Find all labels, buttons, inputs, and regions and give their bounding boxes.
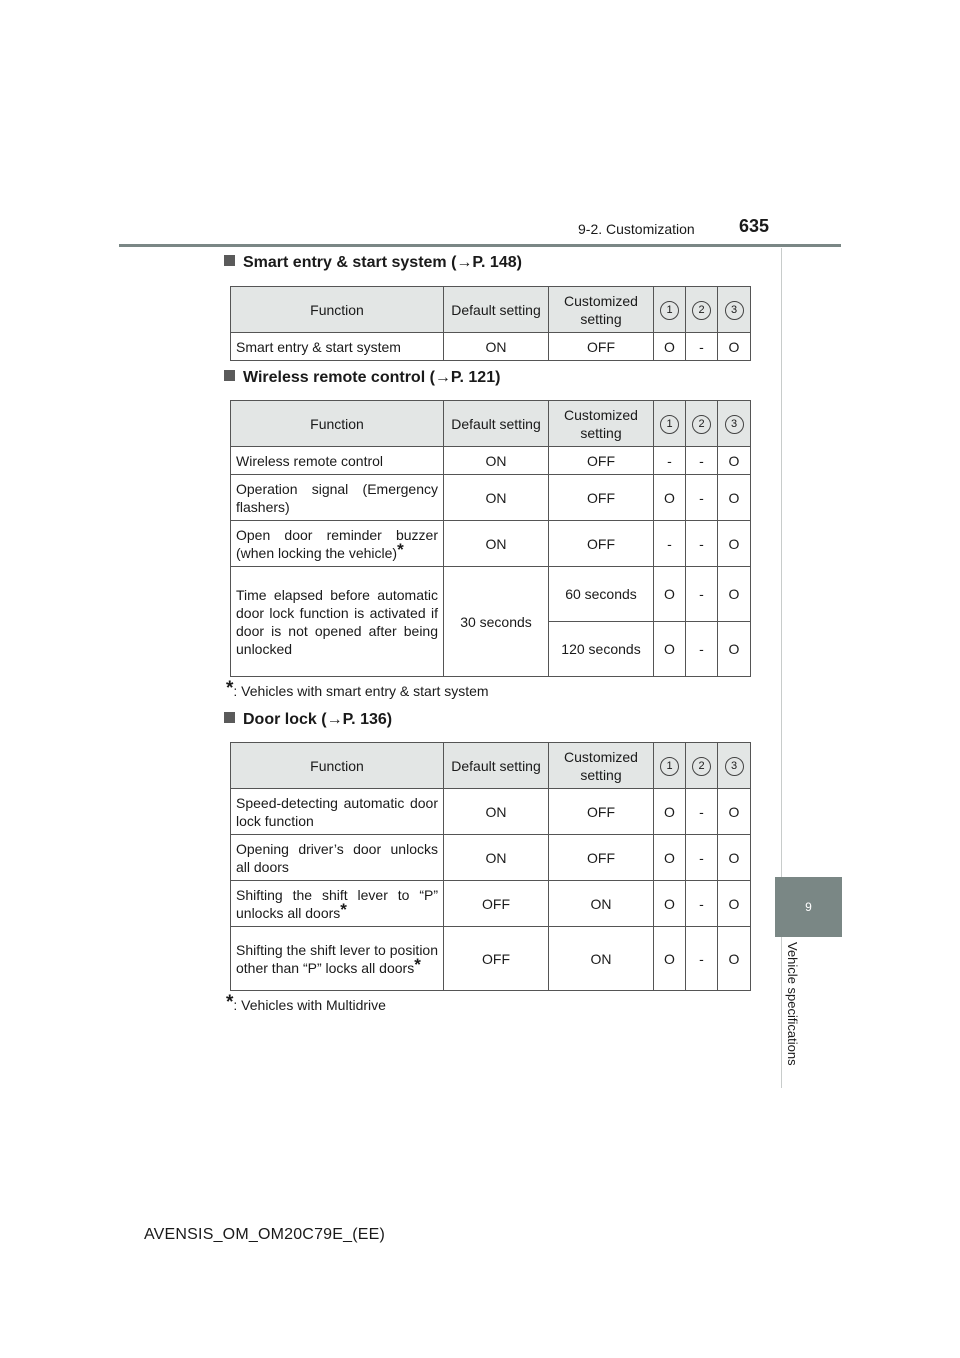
col-3 (718, 401, 751, 447)
cell-function (231, 521, 444, 567)
col-1 (654, 287, 686, 333)
col-3 (718, 287, 751, 333)
cell-customized: OFF (549, 447, 654, 475)
footnote-star: * (414, 954, 421, 974)
circled-3-icon: 3 (725, 757, 744, 776)
cell-c3: O (718, 835, 751, 881)
circled-2-icon: 2 (692, 415, 711, 434)
square-bullet-icon (224, 255, 235, 266)
header-rule (119, 244, 841, 247)
cell-c3: O (718, 927, 751, 991)
side-rule (781, 248, 782, 1088)
chapter-tab (775, 877, 842, 937)
smart-entry-table (230, 286, 751, 361)
footnote-star: * (340, 899, 347, 919)
wireless-remote-table (230, 400, 751, 677)
document-code: AVENSIS_OM_OM20C79E_(EE) (144, 1226, 386, 1243)
section-heading-smart-entry (224, 254, 522, 272)
footnote-text: : Vehicles with smart entry & start system (233, 683, 489, 699)
table-row (231, 521, 751, 567)
col-customized: Customized setting (549, 743, 654, 789)
cell-function: Operation signal (Emergency flashers) (231, 475, 444, 521)
table-row (231, 447, 751, 475)
chapter-number: 9 (805, 900, 812, 914)
cell-customized: OFF (549, 475, 654, 521)
footnote-star: * (226, 678, 234, 699)
footnote-star: * (397, 539, 404, 559)
circled-2-icon: 2 (692, 757, 711, 776)
circled-2-icon: 2 (692, 301, 711, 320)
cell-c3: O (718, 789, 751, 835)
cell-function (231, 881, 444, 927)
footnote-multidrive (226, 992, 386, 1013)
circled-3-icon: 3 (725, 415, 744, 434)
cell-c2: - (686, 567, 718, 622)
cell-c2: - (686, 927, 718, 991)
cell-c2: - (686, 789, 718, 835)
section-heading-wireless-remote (224, 369, 500, 387)
cell-c2: - (686, 333, 718, 361)
cell-c2: - (686, 475, 718, 521)
cell-customized: ON (549, 927, 654, 991)
table-row (231, 835, 751, 881)
cell-customized: OFF (549, 521, 654, 567)
circled-1-icon: 1 (660, 301, 679, 320)
cell-c1: O (654, 789, 686, 835)
cell-c2: - (686, 521, 718, 567)
cell-customized: 120 seconds (549, 622, 654, 677)
circled-1-icon: 1 (660, 757, 679, 776)
table-row (231, 333, 751, 361)
section-heading-text: Door lock (→P. 136) (243, 711, 393, 728)
cell-c1: O (654, 333, 686, 361)
cell-default: ON (444, 789, 549, 835)
function-text: Shifting the shift lever to “P” unlocks all doors (236, 886, 438, 921)
table-header-row (231, 743, 751, 789)
function-text: Shifting the shift lever to position other than “P” locks all doors (236, 941, 438, 976)
square-bullet-icon (224, 712, 235, 723)
cell-customized: ON (549, 881, 654, 927)
col-function: Function (231, 401, 444, 447)
cell-default: ON (444, 475, 549, 521)
cell-c1: O (654, 927, 686, 991)
cell-customized: OFF (549, 333, 654, 361)
cell-default: OFF (444, 881, 549, 927)
page-number: 635 (739, 216, 770, 236)
cell-customized: 60 seconds (549, 567, 654, 622)
cell-c1: O (654, 622, 686, 677)
footnote-smart-entry (226, 678, 489, 699)
footnote-star: * (226, 992, 234, 1013)
col-customized: Customized setting (549, 287, 654, 333)
chapter-label-text: Vehicle specifications (785, 942, 800, 1066)
cell-default: 30 seconds (444, 567, 549, 677)
col-2 (686, 287, 718, 333)
cell-c3: O (718, 447, 751, 475)
cell-customized: OFF (549, 789, 654, 835)
cell-c3: O (718, 881, 751, 927)
cell-function: Opening driver’s door unlocks all doors (231, 835, 444, 881)
col-function: Function (231, 287, 444, 333)
col-function: Function (231, 743, 444, 789)
cell-c3: O (718, 521, 751, 567)
circled-1-icon: 1 (660, 415, 679, 434)
cell-function (231, 927, 444, 991)
table-row (231, 927, 751, 991)
cell-customized: OFF (549, 835, 654, 881)
cell-function: Time elapsed before automatic door lock function is activated if door is not opened after being unlocked (231, 567, 444, 677)
cell-c1: O (654, 881, 686, 927)
cell-c2: - (686, 835, 718, 881)
cell-c2: - (686, 881, 718, 927)
table-header-row (231, 401, 751, 447)
cell-function: Smart entry & start system (231, 333, 444, 361)
cell-default: OFF (444, 927, 549, 991)
col-2 (686, 401, 718, 447)
cell-default: ON (444, 835, 549, 881)
cell-c3: O (718, 333, 751, 361)
footnote-text: : Vehicles with Multidrive (233, 997, 386, 1013)
section-title: 9-2. Customization (578, 221, 695, 237)
section-heading-text: Smart entry & start system (→P. 148) (243, 254, 522, 271)
table-row (231, 789, 751, 835)
cell-c1: O (654, 835, 686, 881)
section-heading-text: Wireless remote control (→P. 121) (243, 369, 501, 386)
cell-c1: O (654, 475, 686, 521)
cell-c2: - (686, 447, 718, 475)
table-header-row (231, 287, 751, 333)
col-customized: Customized setting (549, 401, 654, 447)
table-row (231, 567, 751, 622)
circled-3-icon: 3 (725, 301, 744, 320)
col-default: Default setting (444, 743, 549, 789)
cell-c1: - (654, 521, 686, 567)
table-row (231, 881, 751, 927)
cell-default: ON (444, 333, 549, 361)
cell-c3: O (718, 475, 751, 521)
col-3 (718, 743, 751, 789)
cell-c1: - (654, 447, 686, 475)
chapter-label (785, 942, 818, 1092)
col-default: Default setting (444, 287, 549, 333)
cell-default: ON (444, 447, 549, 475)
section-heading-door-lock (224, 711, 392, 729)
col-2 (686, 743, 718, 789)
col-default: Default setting (444, 401, 549, 447)
cell-function: Wireless remote control (231, 447, 444, 475)
square-bullet-icon (224, 370, 235, 381)
cell-default: ON (444, 521, 549, 567)
cell-c2: - (686, 622, 718, 677)
function-text: Open door reminder buzzer (when locking the vehicle) (236, 526, 438, 561)
door-lock-table (230, 742, 751, 991)
cell-c1: O (654, 567, 686, 622)
cell-function: Speed-detecting automatic door lock function (231, 789, 444, 835)
table-row (231, 475, 751, 521)
col-1 (654, 743, 686, 789)
cell-c3: O (718, 567, 751, 622)
col-1 (654, 401, 686, 447)
cell-c3: O (718, 622, 751, 677)
